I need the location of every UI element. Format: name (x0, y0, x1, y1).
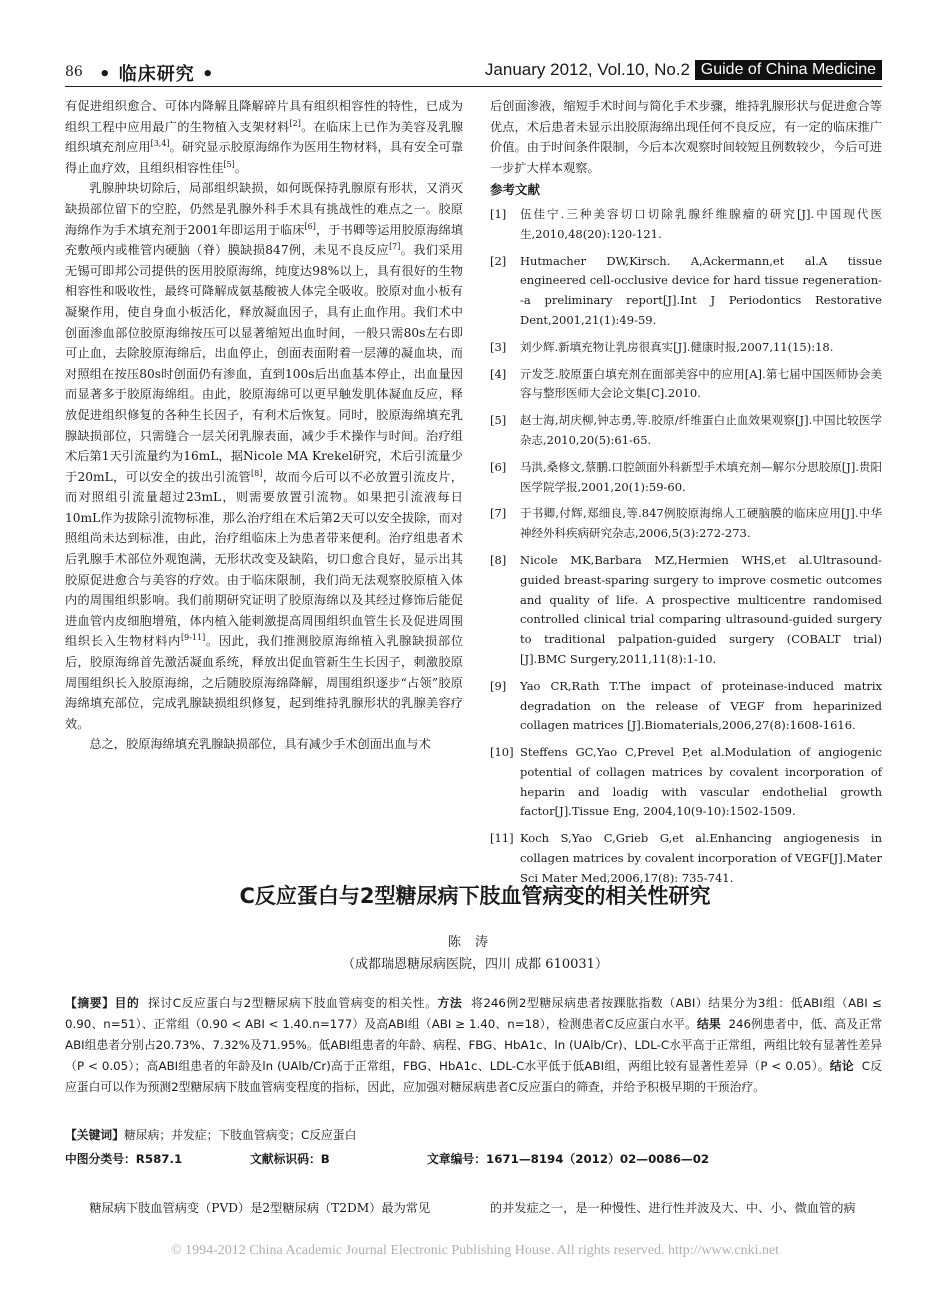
conclusion-text: C反应蛋白可以作为预测2型糖尿病下肢血管病变程度的指标，因此，应加强对糖尿病患者C反应蛋白的筛查，并给予积极早期的干预治疗。 (65, 1059, 882, 1094)
reference-item: [9] Yao CR,Rath T.The impact of proteinase-induced matrix degradation on the release of VEGF from heparinized collagen matrices [J].Biomaterials,2006,27(8):1608-1616. (490, 678, 882, 733)
reference-item: [1] 伍佳宁.三种美容切口切除乳腺纤维腺瘤的研究[J].中国现代医生,2010,48(20):120-121. (490, 206, 882, 241)
method-label: 方法 (437, 996, 463, 1010)
reference-item: [2] Hutmacher DW,Kirsch. A,Ackermann,et al.A tissue engineered cell-occlusive device for hard tissue regeneration--a preliminary report[J].Int J Periodontics Restorative Dent,2001,21(1):49-59. (490, 253, 882, 327)
author-affiliation: （成都瑞恩糖尿病医院，四川 成都 610031） (342, 957, 608, 972)
reference-item: [10] Steffens GC,Yao C,Prevel P,et al.Modulation of angiogenic potential of collagen matrices by covalent incorporation of heparin and loadig with vascular endothelial growth factor[J].Tissue Eng, 2004,10(9-10):1502-1509. (490, 745, 882, 819)
paragraph: 有促进组织愈合、可体内降解且降解碎片具有组织相容性的特性，已成为组织工程中应用最广的生物植入支架材料[2]。在临床上已作为美容及乳腺组织填充剂应用[3,4]。研究显示胶原海绵作为医用生物材料，具有安全可靠得止血疗效，且组织相容性佳[5]。 (65, 99, 464, 175)
left-column (65, 96, 463, 755)
header-rule (65, 86, 882, 87)
keywords-text: 糖尿病；并发症；下肢血管病变；C反应蛋白 (124, 1128, 357, 1142)
journal-name: Guide of China Medicine (695, 60, 882, 80)
result-label: 结果 (696, 1017, 721, 1031)
paragraph: 总之，胶原海绵填充乳腺缺损部位，具有减少手术创面出血与术 (89, 737, 431, 752)
clc-number: 中图分类号：R587.1 (65, 1152, 183, 1166)
body-text-continued: 的并发症之一，是一种慢性、进行性并波及大、中、小、微血管的病 (490, 1201, 856, 1215)
body-text-start: 糖尿病下肢血管病变（PVD）是2型糖尿病（T2DM）最为常见 (89, 1201, 431, 1215)
author-name: 陈涛 (447, 935, 502, 950)
section-label: • 临床研究 • (99, 64, 215, 85)
reference-item: [6] 马洪,桑修文,蔡鹏.口腔颌面外科新型手术填充剂—解尔分思胶原[J].贵阳医学院学报,2001,20(1):59-60. (490, 459, 882, 494)
conclusion-label: 结论 (829, 1059, 854, 1073)
purpose-label: 目的 (114, 996, 140, 1010)
copyright-footer: © 1994-2012 China Academic Journal Electronic Publishing House. All rights reserved. http://www.cnki.net (170, 1243, 780, 1258)
page-number: 86 (65, 64, 83, 80)
reference-item: [11] Koch S,Yao C,Grieb G,et al.Enhancing angiogenesis in collagen matrices by covalent incorporation of VEGF[J].Mater Sci Mater Med,2006,17(8): 735-741. (490, 831, 882, 885)
reference-item: [4] 亓发芝.胶原蛋白填充剂在面部美容中的应用[A].第七届中国医师协会美容与整形医师大会论文集[C].2010. (490, 366, 882, 401)
paragraph: 乳腺肿块切除后，局部组织缺损，如何既保持乳腺原有形状，又消灭缺损部位留下的空腔，仍然是乳腺外科手术具有挑战性的难点之一。胶原海绵作为手术填充剂于2001年即运用于临床[6]，于书卿等运用胶原海绵填充敷颅内或椎管内硬脑（脊）膜缺损847例，未见不良反应[7]。我们采用无锡可即邦公司提供的医用胶原海绵，纯度达98%以上，具有很好的生物相容性和吸收性，最终可降解成氨基酸被人体完全吸收。胶原对血小板有凝聚作用，使自身血小板活化，释放凝血因子，具有止血作用。我们术中创面渗血部位胶原海绵按压可以显著缩短出血时间，一般只需80s左右即可止血，去除胶原海绵后，出血停止，创面表面附着一层薄的凝血块，而对照组在按压80s时创面仍有渗血，直到100s后出血基本停止，出血量因而显著多于胶原海绵组。由此，胶原海绵可以更早触发肌体凝血反应，释放促进组织修复的各种生长因子，有利术后恢复。同时，胶原海绵填充乳腺缺损部位，只需缝合一层关闭乳腺表面，减少手术操作与时间。治疗组术后第1天引流量约为16mL，据Nicole MA Krekel研究，术后引流量少于20mL，可以安全的拔出引流管[8]，故而今后可以不必放置引流皮片，而对照组引流量超过23mL，则需要放置引流物。如果把引流液每日10mL作为拔除引流物标准，那么治疗组在术后第2天可以安全拔除，而对照组尚未达到标准，由此，治疗组临床上为患者带来便利。治疗组患者术后乳腺手术部位外观饱满，无形状改变及缺陷，切口愈合良好，显示出其胶原促进愈合与美容的疗效。由于临床限制，我们尚无法观察胶原植入体内的周围组织影响。我们前期研究证明了胶原海绵以及其经过修饰后能促进血管内皮细胞增殖，体内植入能刺激提高周围组织血管生长及促进周围组织长入生物材料内[9-11]。因此，我们推测胶原海绵植入乳腺缺损部位后，胶原海绵首先激活凝血系统，释放出促血管新生生长因子，刺激胶原周围组织长入胶原海绵，之后随胶原海绵降解，周围组织逐步“占领”胶原海绵填充部位，完成乳腺缺损组织修复，起到维持乳腺形状的乳腺美容疗效。 (65, 181, 464, 731)
page-header (65, 60, 882, 86)
reference-list (490, 205, 882, 889)
purpose-text: 探讨C反应蛋白与2型糖尿病下肢血管病变的相关性。 (148, 996, 438, 1010)
abstract (65, 993, 882, 1098)
article-title: C反应蛋白与2型糖尿病下肢血管病变的相关性研究 (239, 884, 711, 908)
method-text: 将246例2型糖尿病患者按踝肱指数（ABI）结果分为3组：低ABI组（ABI ≤ 0.90、n=51）、正常组（0.90 < ABI < 1.40.n=177）及高ABI组（ABI ≥ 1.40、n=18），检测患者C反应蛋白水平。 (65, 996, 882, 1031)
references-heading: 参考文献 (490, 182, 541, 198)
reference-item: [8] Nicole MK,Barbara MZ,Hermien WHS,et al.Ultrasound-guided breast-sparing surgery to improve cosmetic outcomes and quality of life. A prospective multicentre randomised controlled clinical trial comparing ultrasound-guided surgery to traditional palpation-guided surgery (COBALT trial)[J].BMC Surgery,2011,11(8):1-10. (490, 552, 882, 666)
reference-item: [3] 刘少辉.新填充物让乳房很真实[J].健康时报,2007,11(15):18. (490, 339, 834, 354)
reference-item: [7] 于书卿,付辉,郑细良,等.847例胶原海绵人工硬脑膜的临床应用[J].中华神经外科疾病研究杂志,2006,5(3):272-273. (490, 506, 882, 541)
keywords-label: 【关键词】 (65, 1128, 124, 1142)
journal-issue: January 2012, Vol.10, No.2 (484, 60, 690, 79)
right-column (490, 96, 882, 896)
document-code: 文献标识码：B (250, 1152, 330, 1166)
abstract-label: 【摘要】 (65, 996, 115, 1010)
keywords (65, 1126, 882, 1143)
result-text: 246例患者中，低、高及正常ABI组患者分别占20.73%、7.32%及71.95%。低ABI组患者的年龄、病程、FBG、HbA1c、ln (UAlb/Cr)、LDL-C水平高于正常组，两组比较有显著性差异（P < 0.05）；高ABI组患者的年龄及ln (UAlb/Cr)高于正常组，FBG、HbA1c、LDL-C水平低于低ABI组，两组比较有显著性差异（P < 0.05）。 (65, 1017, 882, 1073)
reference-item: [5] 赵士海,胡庆柳,钟志勇,等.胶原/纤维蛋白止血效果观察[J].中国比较医学杂志,2010,20(5):61-65. (490, 413, 882, 447)
paragraph: 后创面渗液，缩短手术时间与简化手术步骤，维持乳腺形状与促进愈合等优点，术后患者未显示出胶原海绵出现任何不良反应，有一定的临床推广价值。由于时间条件限制，今后本次观察时间较短且例数较少，今后可进一步扩大样本观察。 (490, 99, 882, 175)
article-number: 文章编号：1671—8194（2012）02—0086—02 (427, 1152, 710, 1166)
